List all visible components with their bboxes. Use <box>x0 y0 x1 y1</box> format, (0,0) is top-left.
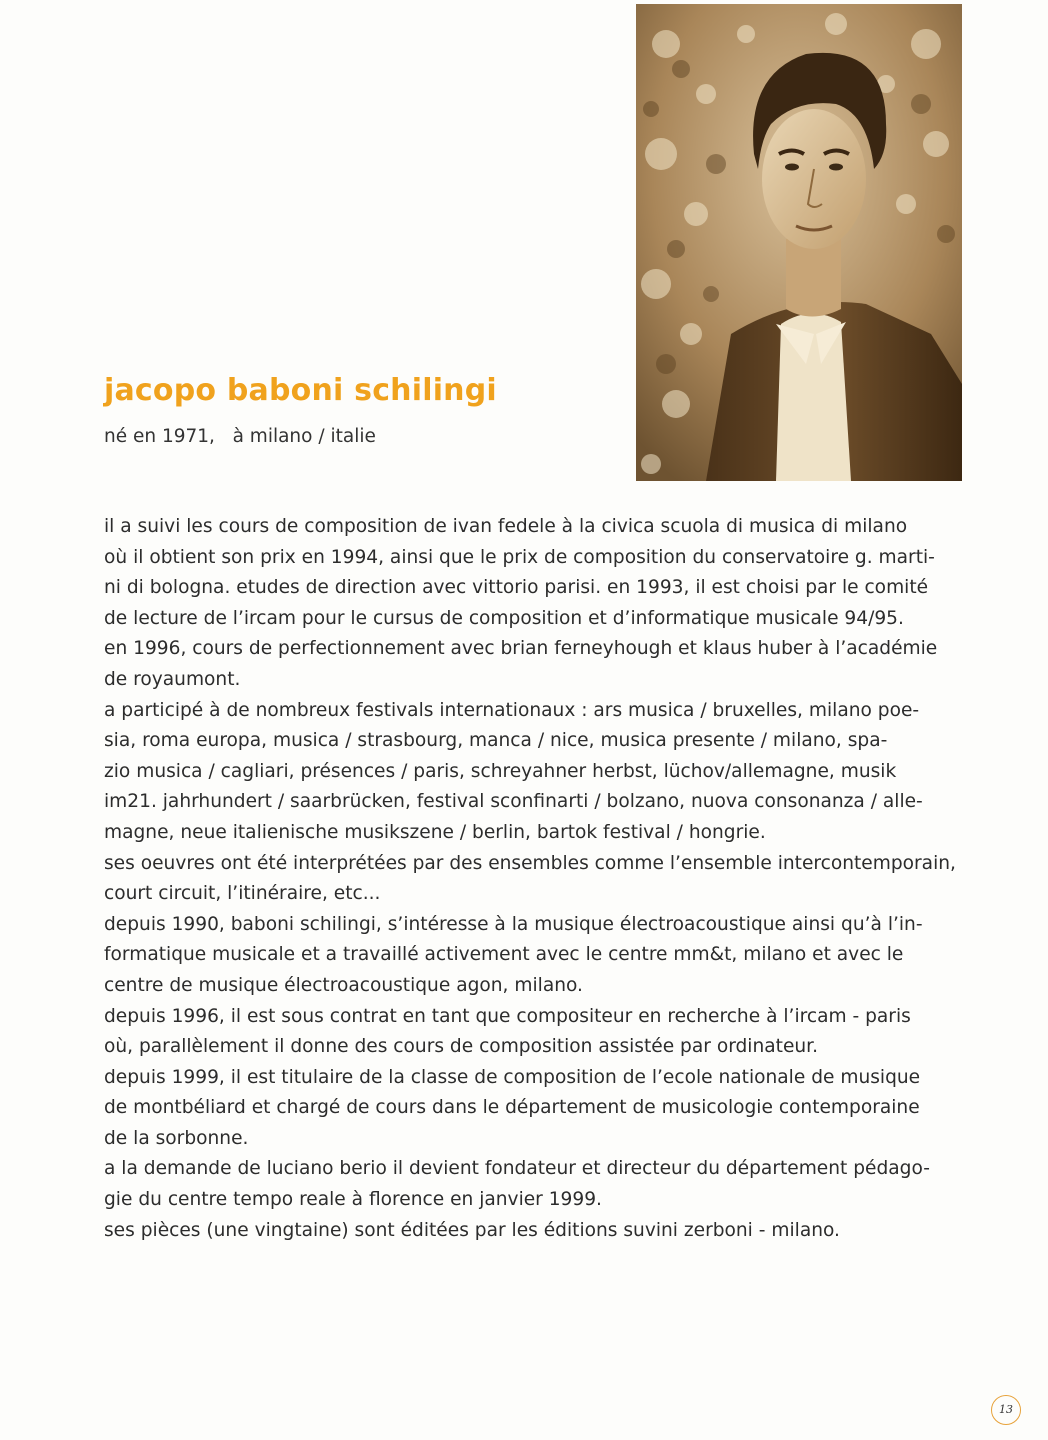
bio-line: ses pièces (une vingtaine) sont éditées par les éditions suvini zerboni - milano. <box>104 1219 840 1241</box>
bio-line: depuis 1996, il est sous contrat en tant que compositeur en recherche à l’ircam - paris <box>104 1005 911 1027</box>
bio-line: im21. jahrhundert / saarbrücken, festival sconfinarti / bolzano, nuova consonanza / alle- <box>104 791 923 813</box>
bio-line: il a suivi les cours de composition de ivan fedele à la civica scuola di musica di milano <box>104 516 908 537</box>
portrait-photo <box>636 4 962 481</box>
bio-line: depuis 1999, il est titulaire de la classe de composition de l’ecole nationale de musique <box>104 1066 921 1088</box>
bio-line: centre de musique électroacoustique agon, milano. <box>104 974 583 996</box>
page-number: 13 <box>991 1395 1021 1425</box>
bio-line: a la demande de luciano berio il devient fondateur et directeur du département pédago- <box>104 1158 930 1180</box>
biography-text <box>104 512 964 1246</box>
bio-line: en 1996, cours de perfectionnement avec brian ferneyhough et klaus huber à l’académie <box>104 638 938 660</box>
bio-line: de lecture de l’ircam pour le cursus de composition et d’informatique musicale 94/95. <box>104 607 904 629</box>
bio-line: zio musica / cagliari, présences / paris, schreyahner herbst, lüchov/allemagne, musik <box>104 760 897 782</box>
bio-line: magne, neue italienische musikszene / berlin, bartok festival / hongrie. <box>104 821 766 843</box>
composer-name-heading: jacopo baboni schilingi <box>104 373 497 408</box>
bio-line: de montbéliard et chargé de cours dans le département de musicologie contemporaine <box>104 1097 920 1119</box>
bio-line: sia, roma europa, musica / strasbourg, manca / nice, musica presente / milano, spa- <box>104 730 888 752</box>
bio-line: de royaumont. <box>104 668 241 690</box>
portrait-image <box>636 4 962 481</box>
bio-line: de la sorbonne. <box>104 1127 249 1149</box>
bio-line: ses oeuvres ont été interprétées par des ensembles comme l’ensemble intercontemporain, <box>104 852 956 874</box>
bio-line: formatique musicale et a travaillé activement avec le centre mm&t, milano et avec le <box>104 944 904 966</box>
bio-line: gie du centre tempo reale à florence en janvier 1999. <box>104 1189 602 1211</box>
bio-line: ni di bologna. etudes de direction avec vittorio parisi. en 1993, il est choisi par le comité <box>104 577 929 599</box>
bio-line: où, parallèlement il donne des cours de composition assistée par ordinateur. <box>104 1036 819 1058</box>
bio-line: court circuit, l’itinéraire, etc... <box>104 883 381 905</box>
bio-line: depuis 1990, baboni schilingi, s’intéresse à la musique électroacoustique ainsi qu’à l’in- <box>104 913 923 935</box>
bio-line: où il obtient son prix en 1994, ainsi que le prix de composition du conservatoire g. marti- <box>104 546 935 568</box>
bio-line: a participé à de nombreux festivals internationaux : ars musica / bruxelles, milano poe- <box>104 699 920 721</box>
birth-info: né en 1971, à milano / italie <box>104 426 376 447</box>
